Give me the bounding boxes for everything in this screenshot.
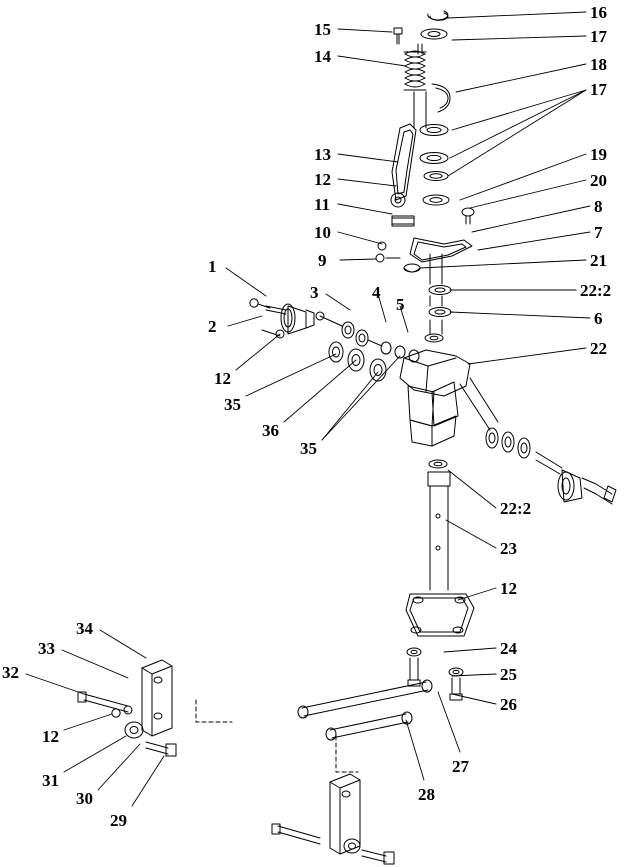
washer-25	[449, 668, 463, 676]
washer-stack-a	[425, 334, 443, 342]
callout-label-29: 29	[110, 811, 127, 830]
leader-lines	[26, 12, 590, 806]
column-collar	[428, 472, 450, 486]
callout-label-21: 21	[590, 251, 607, 270]
rod-32	[84, 694, 128, 712]
bolt-15	[394, 28, 402, 34]
housing-arm-right	[470, 378, 498, 422]
nut-12-lower	[112, 709, 120, 717]
washer-r2	[502, 432, 514, 452]
tie-rod-end-1	[281, 304, 314, 334]
callout-label-3: 3	[310, 283, 319, 302]
callout-label-20: 20	[590, 171, 607, 190]
washer-r3	[518, 438, 530, 458]
callout-label-16: 16	[590, 3, 607, 22]
washer-large-a	[329, 342, 343, 362]
callout-label-36: 36	[262, 421, 279, 440]
callout-label-10: 10	[314, 223, 331, 242]
callout-label-35: 35	[300, 439, 317, 458]
callout-label-8: 8	[594, 197, 603, 216]
callout-label-32: 32	[2, 663, 19, 682]
callout-label-1: 1	[208, 257, 217, 276]
callout-label-14: 14	[314, 47, 331, 66]
spring-14	[404, 51, 426, 90]
bolt-26	[452, 678, 460, 694]
callout-label-4: 4	[372, 283, 381, 302]
tie-rod-end-right	[558, 470, 616, 504]
callout-label-11: 11	[314, 195, 331, 214]
callout-label-17: 17	[590, 27, 607, 46]
washer-22-2	[429, 286, 451, 295]
bushing-21	[404, 264, 420, 272]
callout-label-7: 7	[594, 223, 603, 242]
nut-9	[376, 254, 384, 262]
bolt-20	[462, 208, 474, 216]
callout-label-22: 22	[590, 339, 607, 358]
washer-19	[423, 195, 449, 205]
callout-label-22-2: 22:2	[500, 499, 532, 518]
bearing-22-2-lower	[429, 460, 447, 468]
rod-29	[146, 742, 168, 754]
callout-label-22-2: 22:2	[580, 281, 612, 300]
steering-housing-22	[400, 350, 470, 446]
callout-label-33: 33	[38, 639, 55, 658]
callout-label-31: 31	[42, 771, 59, 790]
callout-label-25: 25	[500, 665, 517, 684]
callout-label-30: 30	[76, 789, 93, 808]
bushing-24	[407, 648, 421, 656]
washer-35-a	[381, 342, 391, 354]
callout-label-26: 26	[500, 695, 517, 714]
pedal-bracket-lower	[330, 774, 360, 854]
washer-r1	[486, 428, 498, 448]
callout-label-6: 6	[594, 309, 603, 328]
column-tube-23	[430, 486, 448, 590]
pedal-bracket-upper	[142, 660, 172, 736]
callout-label-5: 5	[396, 295, 405, 314]
callout-label-12: 12	[314, 170, 331, 189]
pivot-12	[391, 193, 405, 207]
callout-label-12: 12	[214, 369, 231, 388]
callout-label-34: 34	[76, 619, 93, 638]
callout-label-24: 24	[500, 639, 517, 658]
link-rod-28	[326, 712, 412, 740]
callout-label-23: 23	[500, 539, 517, 558]
washer-large-c	[370, 359, 386, 381]
callout-label-13: 13	[314, 145, 331, 164]
callout-label-12: 12	[500, 579, 517, 598]
washer-17-low	[420, 153, 448, 164]
callout-label-2: 2	[208, 317, 217, 336]
washer-17-mid	[420, 125, 448, 136]
callout-label-35: 35	[224, 395, 241, 414]
callout-label-19: 19	[590, 145, 607, 164]
callout-label-27: 27	[452, 757, 469, 776]
spacer-5	[356, 330, 368, 346]
washer-17-top	[421, 29, 447, 39]
bushing-30	[125, 722, 143, 738]
callout-label-28: 28	[418, 785, 435, 804]
pivot-31	[124, 706, 132, 714]
callout-label-18: 18	[590, 55, 607, 74]
callout-label-12: 12	[42, 727, 59, 746]
washer-6	[429, 308, 451, 317]
callout-label-17: 17	[590, 80, 607, 99]
spacer-4	[342, 322, 354, 338]
callout-label-15: 15	[314, 20, 331, 39]
callout-label-9: 9	[318, 251, 327, 270]
